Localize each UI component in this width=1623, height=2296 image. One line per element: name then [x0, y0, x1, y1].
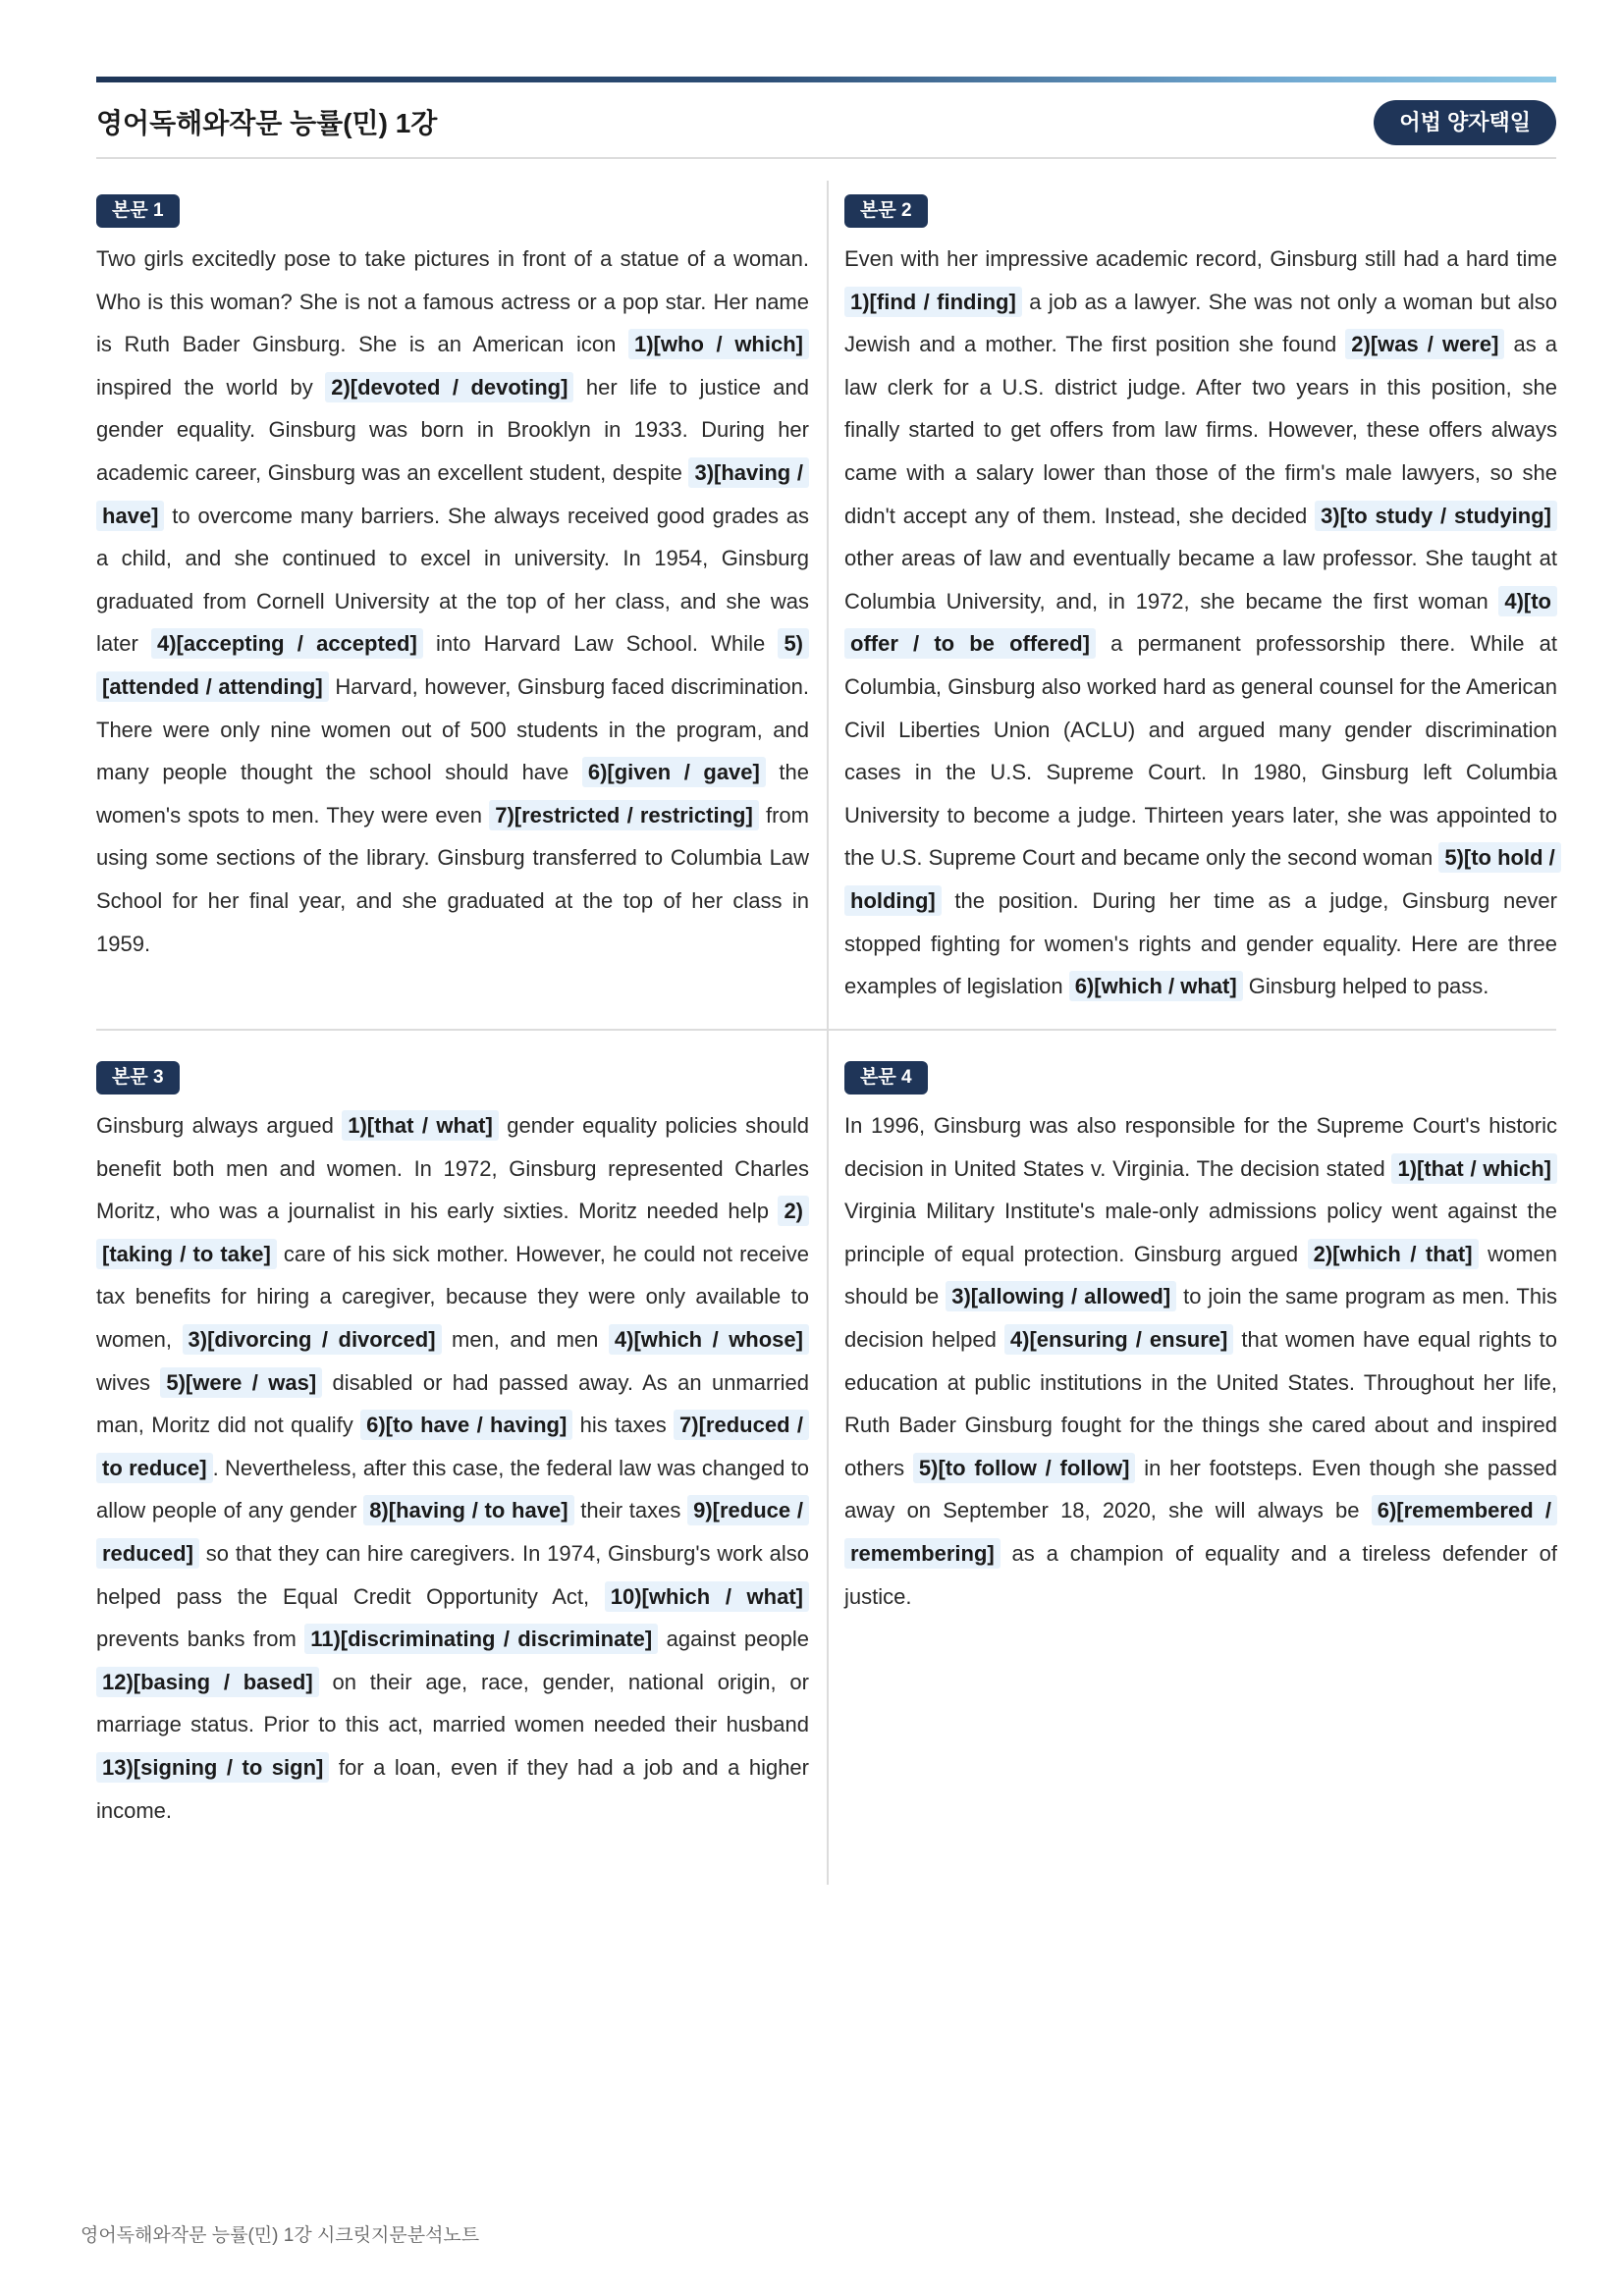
- grammar-choice: 8)[having / to have]: [363, 1495, 573, 1525]
- passage-sentence: wives: [96, 1369, 161, 1395]
- grammar-choice: 2)[taking / to take]: [96, 1196, 809, 1269]
- passage-sentence: inspired the world by: [96, 374, 326, 400]
- passage-sentence: their taxes: [573, 1498, 688, 1523]
- passage-sentence: from using some sections of the library. Ginsburg transferred to Columbia Law School for her final year, and she graduated at the top of her class in 1959.: [96, 802, 809, 956]
- grammar-choice: 2)[which / that]: [1308, 1239, 1479, 1269]
- passage-sentence: Two girls excitedly pose to take pictures in front of a statue of a woman. Who is this woman? She is not a famous actress or a pop star. Her name is Ruth Bader Ginsburg. She is an American icon: [96, 246, 809, 357]
- passage-sentence: women should be: [844, 1241, 1557, 1309]
- grammar-choice: 7)[restricted / restricting]: [489, 800, 759, 830]
- page-footer: 영어독해와작문 능률(민) 1강 시크릿지문분석노트: [81, 2225, 480, 2246]
- passage-sentence: Ginsburg helped to pass.: [1242, 974, 1489, 999]
- passage-4: [844, 1061, 1557, 1618]
- grammar-choice: 6)[given / gave]: [582, 757, 766, 787]
- grammar-choice: 12)[basing / based]: [96, 1667, 319, 1697]
- grammar-choice: 5)[attended / attending]: [96, 628, 809, 702]
- grammar-choice: 9)[reduce / reduced]: [96, 1495, 809, 1569]
- passage-text: [844, 1104, 1557, 1618]
- passage-sentence: . Nevertheless, after this case, the federal law was changed to allow people of any gender: [96, 1455, 809, 1523]
- passage-sentence: Harvard, however, Ginsburg faced discrimination. There were only nine women out of 500 students in the program, and many people thought the school should have: [96, 673, 809, 785]
- passage-text: [96, 238, 809, 965]
- passage-sentence: Virginia Military Institute's male-only admissions policy went against the principle of equal protection. Ginsburg argued: [844, 1199, 1557, 1266]
- grammar-choice: 11)[discriminating / discriminate]: [304, 1624, 658, 1654]
- grammar-choice: 13)[signing / to sign]: [96, 1752, 329, 1783]
- grammar-choice: 1)[that / which]: [1391, 1153, 1557, 1184]
- passage-sentence: on their age, race, gender, national origin, or marriage status. Prior to this act, married women needed their husband: [96, 1669, 809, 1737]
- passage-sentence: that women have equal rights to education at public institutions in the United States. Throughout her life, Ruth Bader Ginsburg fought for the things she cared about and inspired others: [844, 1326, 1557, 1480]
- header-divider: [96, 157, 1556, 159]
- grammar-choice: 1)[that / what]: [342, 1110, 499, 1141]
- passage-sentence: against people: [658, 1627, 809, 1652]
- passage-sentence: to overcome many barriers. She always received good grades as a child, and she continued to excel in university. In 1954, Ginsburg graduated from Cornell University at the top of her class, and she was later: [96, 503, 809, 657]
- grammar-choice: 3)[divorcing / divorced]: [183, 1324, 442, 1355]
- grammar-choice: 6)[which / what]: [1069, 971, 1243, 1001]
- grammar-choice: 5)[to follow / follow]: [913, 1453, 1136, 1483]
- passage-sentence: in her footsteps. Even though she passed away on September 18, 2020, she will always be: [844, 1455, 1557, 1523]
- grammar-choice: 2)[devoted / devoting]: [325, 372, 573, 402]
- passage-label: 본문 4: [844, 1061, 928, 1095]
- passage-sentence: his taxes: [572, 1413, 675, 1438]
- passage-sentence: a permanent professorship there. While at Columbia, Ginsburg also worked hard as general counsel for the American Civil Liberties Union (ACLU) and argued many gender discrimination cases in the U.S. Supreme Court. In 1980, Ginsburg left Columbia University to become a judge. Thirteen years later, she was appointed to the U.S. Supreme Court and became only the second woman: [844, 631, 1558, 871]
- question-type-badge: 어법 양자택일: [1374, 100, 1556, 145]
- passage-sentence: for a loan, even if they had a job and a higher income.: [96, 1754, 809, 1823]
- passage-sentence: Even with her impressive academic record, Ginsburg still had a hard time: [844, 246, 1557, 271]
- column-divider: [827, 181, 829, 1885]
- passage-sentence: her life to justice and gender equality. Ginsburg was born in Brooklyn in 1933. During her academic career, Ginsburg was an excellent student, despite: [96, 374, 810, 485]
- passage-sentence: a job as a lawyer. She was not only a woman but also Jewish and a mother. The first position she found: [844, 289, 1557, 357]
- passage-sentence: Ginsburg always argued: [96, 1113, 343, 1138]
- passage-text: [96, 1104, 809, 1832]
- passage-sentence: to join the same program as men. This decision helped: [844, 1284, 1557, 1352]
- grammar-choice: 3)[having / have]: [96, 457, 809, 531]
- passage-sentence: into Harvard Law School. While: [422, 631, 779, 657]
- passage-sentence: prevents banks from: [96, 1627, 305, 1652]
- grammar-choice: 4)[accepting / accepted]: [151, 628, 423, 659]
- grammar-choice: 1)[who / which]: [628, 329, 809, 359]
- grammar-choice: 3)[to study / studying]: [1315, 501, 1557, 531]
- grammar-choice: 7)[reduced / to reduce]: [96, 1410, 809, 1483]
- passage-label: 본문 2: [844, 194, 928, 228]
- grammar-choice: 4)[ensuring / ensure]: [1004, 1324, 1233, 1355]
- passage-text: [844, 238, 1557, 1008]
- passage-3: [96, 1061, 809, 1832]
- grammar-choice: 3)[allowing / allowed]: [946, 1281, 1176, 1311]
- header-accent-bar: [96, 77, 1556, 82]
- passage-sentence: men, and men: [441, 1326, 609, 1352]
- passage-sentence: gender equality policies should benefit both men and women. In 1972, Ginsburg represented Charles Moritz, who was a journalist in his early sixties. Moritz needed help: [96, 1113, 810, 1224]
- passage-sentence: as a champion of equality and a tireless defender of justice.: [844, 1540, 1557, 1609]
- passage-sentence: care of his sick mother. However, he could not receive tax benefits for hiring a caregiver, because they were only available to women,: [96, 1241, 810, 1352]
- grammar-choice: 6)[remembered / remembering]: [844, 1495, 1557, 1569]
- passage-sentence: as a law clerk for a U.S. district judge. After two years in this position, she finally started to get offers from law firms. However, these offers always came with a salary lower than those of the firm's male lawyers, so she didn't accept any of them. Instead, she decided: [844, 332, 1558, 528]
- grammar-choice: 1)[find / finding]: [844, 287, 1022, 317]
- passage-sentence: In 1996, Ginsburg was also responsible for the Supreme Court's historic decision in United States v. Virginia. The decision stated: [844, 1113, 1557, 1181]
- passage-1: [96, 194, 809, 965]
- passage-sentence: so that they can hire caregivers. In 1974, Ginsburg's work also helped pass the Equal Credit Opportunity Act,: [96, 1540, 809, 1609]
- passage-sentence: disabled or had passed away. As an unmarried man, Moritz did not qualify: [96, 1369, 810, 1438]
- document-title: 영어독해와작문 능률(민) 1강: [96, 108, 438, 138]
- passage-sentence: the women's spots to men. They were even: [96, 760, 809, 828]
- grammar-choice: 10)[which / what]: [605, 1581, 809, 1612]
- grammar-choice: 2)[was / were]: [1345, 329, 1504, 359]
- passage-label: 본문 3: [96, 1061, 180, 1095]
- grammar-choice: 6)[to have / having]: [360, 1410, 572, 1440]
- grammar-choice: 5)[to hold / holding]: [844, 842, 1561, 916]
- passage-sentence: the position. During her time as a judge, Ginsburg never stopped fighting for women's rights and gender equality. Here are three examples of legislation: [844, 887, 1557, 999]
- grammar-choice: 4)[which / whose]: [609, 1324, 809, 1355]
- passage-2: [844, 194, 1557, 1008]
- row-divider: [96, 1029, 1556, 1031]
- passage-sentence: other areas of law and eventually became a law professor. She taught at Columbia University, and, in 1972, she became the first woman: [844, 546, 1557, 614]
- passage-label: 본문 1: [96, 194, 180, 228]
- grammar-choice: 4)[to offer / to be offered]: [844, 586, 1557, 660]
- grammar-choice: 5)[were / was]: [160, 1367, 322, 1398]
